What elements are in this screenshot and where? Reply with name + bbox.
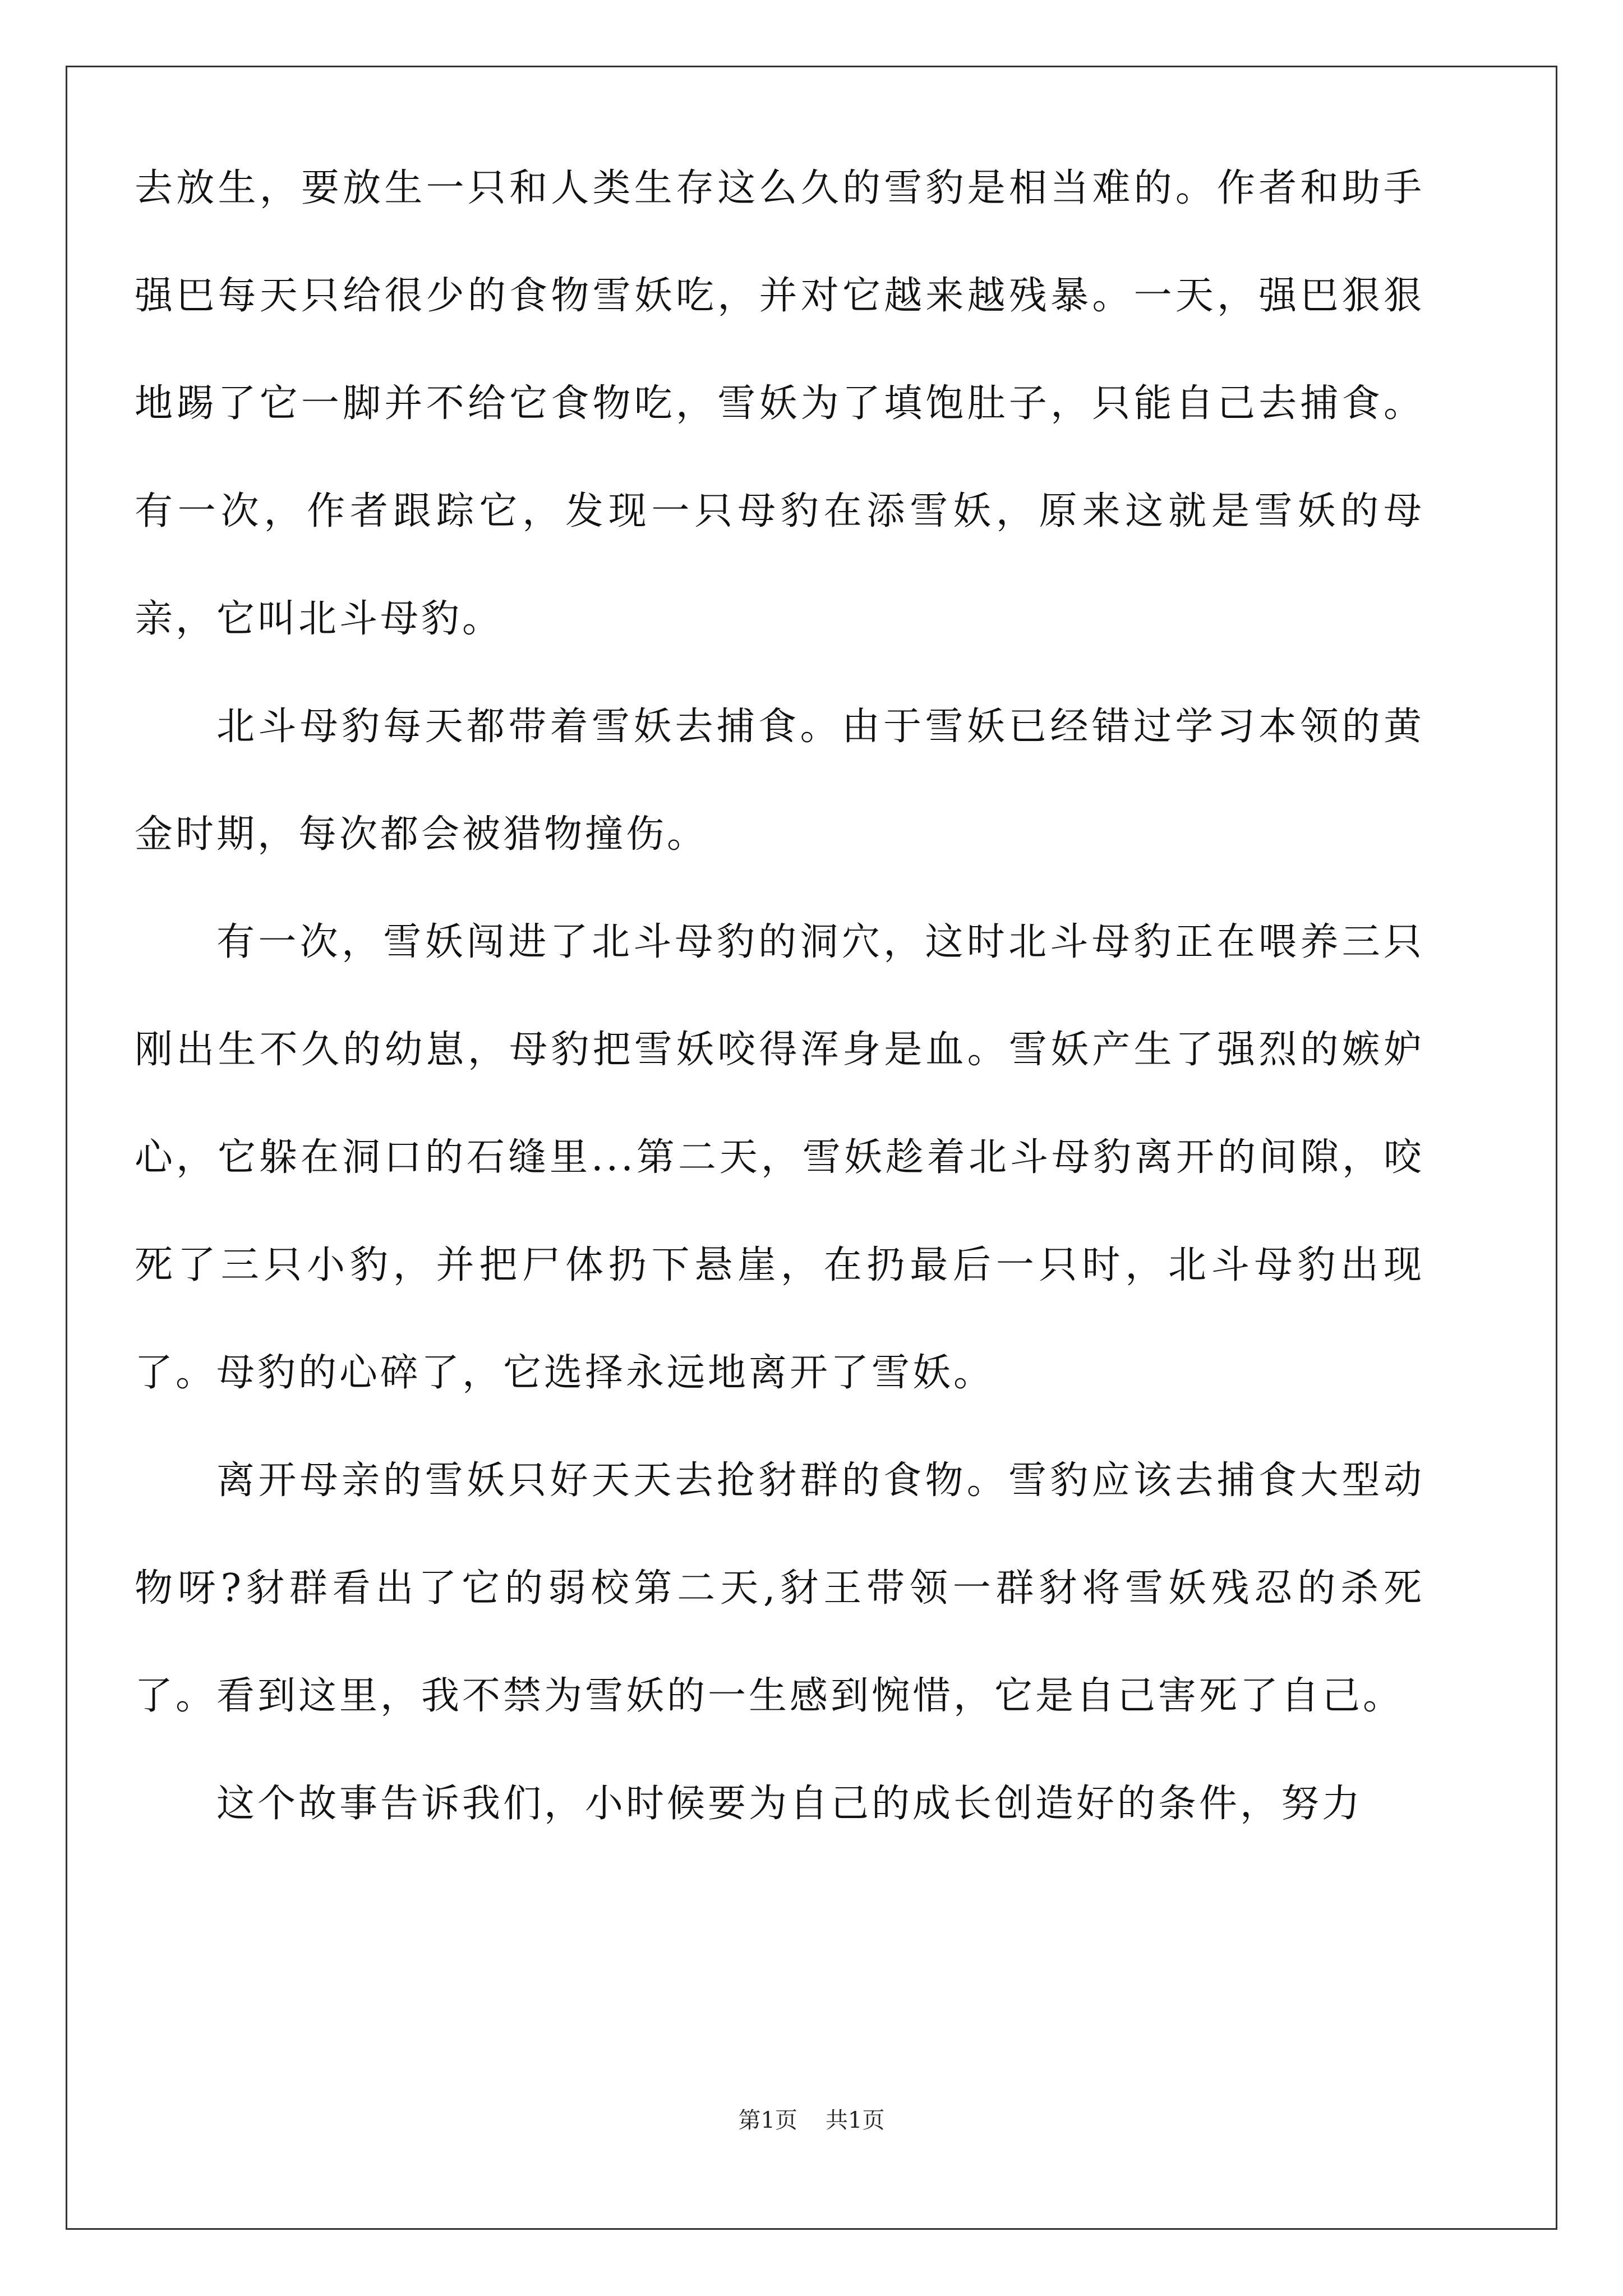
page-total: 共1页 bbox=[826, 2108, 885, 2133]
paragraph-1: 去放生，要放生一只和人类生存这么久的雪豹是相当难的。作者和助手强巴每天只给很少的食物雪妖吃，并对它越来越残暴。一天，强巴狠狠地踢了它一脚并不给它食物吃，雪妖为了填饱肚子，只能自己去捕食。有一次，作者跟踪它，发现一只母豹在添雪妖，原来这就是雪妖的母亲，它叫北斗母豹。 bbox=[135, 166, 1424, 641]
paragraph-4: 离开母亲的雪妖只好天天去抢豺群的食物。雪豹应该去捕食大型动物呀?豺群看出了它的弱校第二天,豺王带领一群豺将雪妖残忍的杀死了。看到这里，我不禁为雪妖的一生感到惋惜，它是自己害死了自己。 bbox=[135, 1458, 1424, 1718]
page-number: 第1页 bbox=[738, 2108, 797, 2133]
paragraph-3: 有一次，雪妖闯进了北斗母豹的洞穴，这时北斗母豹正在喂养三只刚出生不久的幼崽，母豹把雪妖咬得浑身是血。雪妖产生了强烈的嫉妒心，它躲在洞口的石缝里...第二天，雪妖趁着北斗母豹离开的间隙，咬死了三只小豹，并把尸体扔下悬崖，在扔最后一只时，北斗母豹出现了。母豹的心碎了，它选择永远地离开了雪妖。 bbox=[135, 920, 1424, 1395]
paragraph-2: 北斗母豹每天都带着雪妖去捕食。由于雪妖已经错过学习本领的黄金时期，每次都会被猎物撞伤。 bbox=[135, 705, 1424, 857]
page-footer bbox=[0, 2104, 1623, 2137]
paragraph-5: 这个故事告诉我们，小时候要为自己的成长创造好的条件，努力 bbox=[216, 1782, 1363, 1826]
document-body bbox=[135, 135, 1424, 2008]
